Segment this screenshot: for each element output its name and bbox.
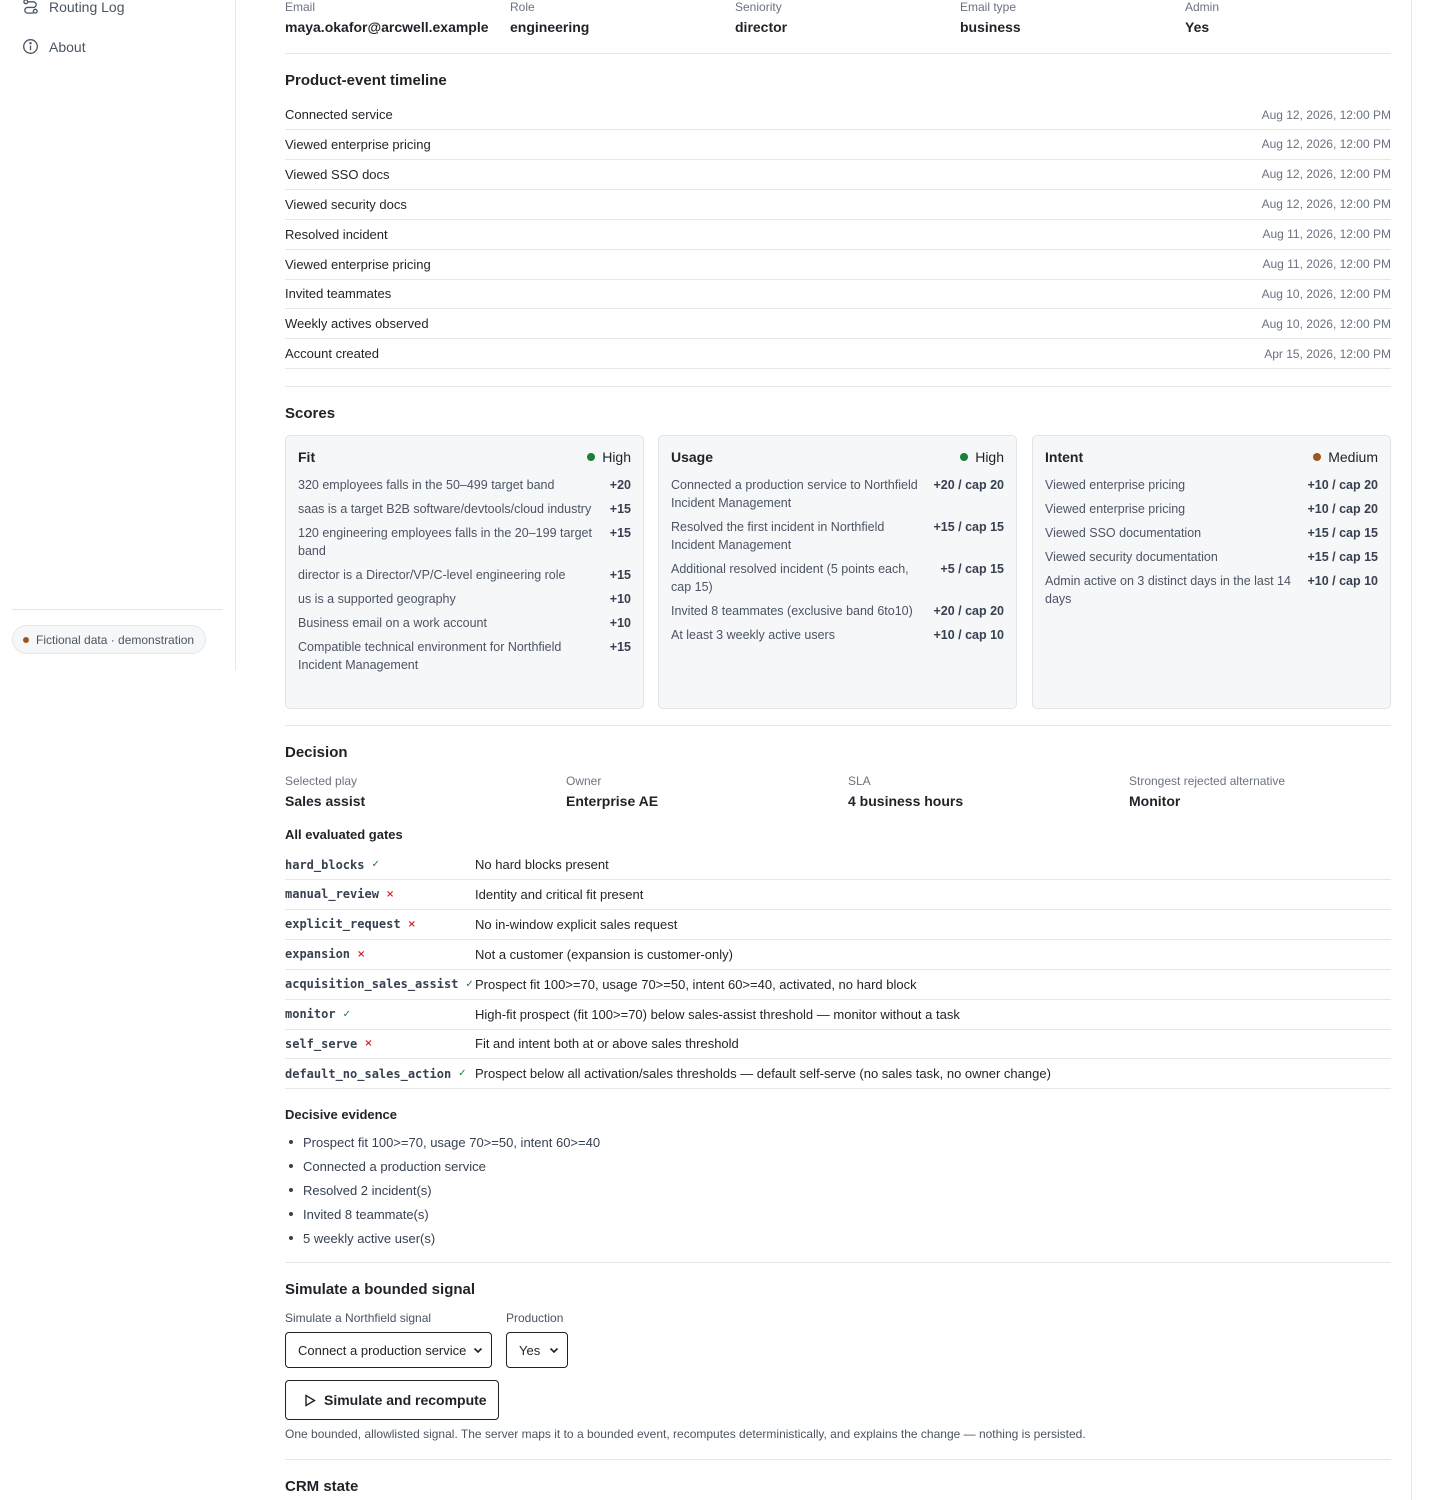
gate-row (285, 1000, 1391, 1030)
score-card-intent (1032, 435, 1391, 709)
sidebar-item-about[interactable] (22, 38, 86, 55)
seniority-label: Seniority (735, 0, 782, 14)
gate-description: Prospect fit 100>=70, usage 70>=50, intent 60>=40, activated, no hard block (475, 976, 917, 992)
evidence-item (285, 1178, 600, 1202)
score-reason: Connected a production service to Northfield Incident Management (671, 478, 918, 510)
score-points: +15 (609, 502, 631, 516)
bullet-icon (289, 1212, 293, 1216)
admin-label: Admin (1185, 0, 1220, 14)
check-icon: ✓ (371, 859, 380, 870)
score-points: +15 / cap 15 (933, 520, 1004, 534)
content-border (1411, 0, 1412, 1500)
evidence-text: Invited 8 teammate(s) (303, 1206, 429, 1222)
score-level: High (602, 448, 631, 465)
signal-select[interactable] (285, 1332, 492, 1368)
gate-id: explicit_request (285, 917, 401, 932)
section-divider (285, 53, 1391, 54)
timeline-event: Weekly actives observed (285, 316, 429, 332)
score-points: +10 / cap 10 (933, 628, 1004, 642)
score-points: +15 (609, 526, 631, 540)
timeline-event: Account created (285, 346, 379, 362)
evidence-text: Prospect fit 100>=70, usage 70>=50, intent 60>=40 (303, 1134, 601, 1150)
gate-id: acquisition_sales_assist (285, 977, 459, 992)
email-label: Email (285, 0, 316, 14)
score-line (298, 476, 631, 494)
score-reason: Viewed enterprise pricing (1045, 478, 1186, 492)
simulate-button-label: Simulate and recompute (324, 1392, 487, 1408)
timeline-row (285, 160, 1391, 190)
score-line (298, 566, 631, 584)
info-icon (22, 38, 39, 55)
score-line (298, 524, 631, 560)
score-points: +10 (609, 592, 631, 606)
cross-icon: × (357, 948, 366, 960)
timeline-timestamp: Aug 10, 2026, 12:00 PM (1261, 316, 1391, 331)
score-reason: director is a Director/VP/C-level engineering role (298, 568, 566, 582)
score-line (671, 518, 1004, 554)
evidence-item (285, 1130, 600, 1154)
timeline-event: Viewed SSO docs (285, 166, 390, 182)
score-points: +10 / cap 20 (1307, 478, 1378, 492)
score-reason: Viewed security documentation (1045, 550, 1218, 564)
score-points: +20 (609, 478, 631, 492)
score-reason: 120 engineering employees falls in the 20–199 target band (298, 526, 592, 558)
gate-name (285, 977, 475, 991)
gate-id: expansion (285, 947, 351, 962)
timeline-title: Product-event timeline (285, 72, 447, 89)
email-type-value: business (960, 19, 1021, 35)
check-icon: ✓ (465, 978, 474, 990)
sidebar-item-label: About (49, 38, 86, 55)
gate-name (285, 1067, 475, 1081)
timeline-event: Viewed security docs (285, 196, 407, 212)
bullet-icon (289, 1164, 293, 1168)
score-reason: Resolved the first incident in Northfield Incident Management (671, 520, 885, 552)
timeline-timestamp: Aug 12, 2026, 12:00 PM (1261, 107, 1391, 122)
score-reason: us is a supported geography (298, 592, 456, 606)
level-dot-icon (587, 453, 595, 461)
rejected-alternative-label: Strongest rejected alternative (1129, 774, 1286, 788)
gate-name (285, 1037, 475, 1051)
gate-name (285, 917, 475, 931)
demo-data-badge (12, 625, 206, 654)
gate-row (285, 940, 1391, 970)
timeline-row (285, 220, 1391, 250)
score-reason: Viewed enterprise pricing (1045, 502, 1186, 516)
evidence-text: 5 weekly active user(s) (303, 1230, 436, 1246)
timeline-row (285, 339, 1391, 369)
score-line (298, 638, 631, 674)
sidebar-item-routing-log[interactable] (22, 0, 125, 15)
score-line (298, 500, 631, 518)
evidence-title: Decisive evidence (285, 1107, 398, 1122)
decision-title: Decision (285, 744, 348, 761)
score-level-badge (587, 449, 631, 465)
bullet-icon (289, 1140, 293, 1144)
evidence-item (285, 1202, 600, 1226)
score-points: +5 / cap 15 (940, 562, 1004, 576)
timeline-row (285, 100, 1391, 130)
score-line (298, 590, 631, 608)
score-line (1045, 500, 1378, 518)
cross-icon: × (407, 918, 416, 930)
gate-row (285, 1029, 1391, 1059)
sla-label: SLA (848, 774, 871, 788)
cross-icon: × (385, 888, 395, 900)
gate-id: default_no_sales_action (285, 1066, 452, 1081)
email-type-label: Email type (960, 0, 1017, 14)
signal-select-value: Connect a production service (298, 1342, 467, 1358)
gate-name (285, 858, 475, 872)
score-level-badge (960, 449, 1004, 465)
score-level-badge (1313, 449, 1378, 465)
owner-value: Enterprise AE (566, 793, 659, 809)
score-card-header (1045, 448, 1378, 465)
email-value: maya.okafor@arcwell.example (285, 19, 489, 35)
simulate-note: One bounded, allowlisted signal. The server maps it to a bounded event, recomputes deterministically, and explains the change — nothing is persisted. (285, 1427, 1086, 1441)
score-level: High (975, 448, 1004, 465)
evidence-text: Resolved 2 incident(s) (303, 1182, 432, 1198)
role-label: Role (510, 0, 535, 14)
sidebar-divider (12, 609, 223, 610)
score-reason: Additional resolved incident (5 points each, cap 15) (671, 562, 909, 594)
gate-description: Fit and intent both at or above sales threshold (475, 1036, 739, 1052)
gate-row (285, 1059, 1391, 1089)
gate-description: Identity and critical fit present (475, 886, 644, 902)
section-divider (285, 1262, 1391, 1263)
chevron-down-icon (473, 1345, 483, 1355)
timeline-row (285, 279, 1391, 309)
timeline-timestamp: Aug 10, 2026, 12:00 PM (1261, 286, 1391, 301)
selected-play-label: Selected play (285, 774, 358, 788)
score-line (1045, 524, 1378, 542)
section-divider (285, 386, 1391, 387)
selected-play-value: Sales assist (285, 793, 366, 809)
timeline-event: Connected service (285, 107, 393, 122)
signal-select-label: Simulate a Northfield signal (285, 1311, 432, 1325)
gate-name (285, 887, 475, 901)
score-card-title: Fit (298, 448, 316, 465)
seniority-value: director (735, 19, 788, 35)
score-card-usage (658, 435, 1017, 709)
score-level: Medium (1328, 448, 1378, 465)
gate-description: Prospect below all activation/sales thresholds — default self-serve (no sales task, no owner change) (475, 1066, 1051, 1082)
timeline-timestamp: Aug 11, 2026, 12:00 PM (1262, 257, 1391, 271)
sidebar (0, 0, 236, 670)
timeline-timestamp: Apr 15, 2026, 12:00 PM (1264, 346, 1391, 361)
evidence-item (285, 1154, 600, 1178)
score-line (671, 602, 1004, 620)
score-line (671, 626, 1004, 644)
score-points: +10 (609, 616, 631, 630)
score-points: +15 (609, 640, 631, 654)
gate-description: High-fit prospect (fit 100>=70) below sales-assist threshold — monitor without a task (475, 1006, 960, 1022)
score-points: +15 (609, 568, 631, 582)
bullet-icon (289, 1188, 293, 1192)
sidebar-item-label: Routing Log (49, 0, 125, 15)
timeline-timestamp: Aug 12, 2026, 12:00 PM (1261, 137, 1391, 152)
check-icon: ✓ (342, 1008, 351, 1020)
gate-row (285, 910, 1391, 940)
timeline-timestamp: Aug 11, 2026, 12:00 PM (1262, 227, 1391, 242)
scores-title: Scores (285, 405, 336, 422)
status-dot-icon (23, 637, 29, 643)
timeline-event: Invited teammates (285, 286, 392, 302)
score-line (1045, 572, 1378, 608)
rejected-alternative-value: Monitor (1129, 793, 1181, 809)
bullet-icon (289, 1236, 293, 1240)
check-icon: ✓ (458, 1068, 467, 1080)
production-select-label: Production (506, 1311, 564, 1325)
admin-value: Yes (1185, 19, 1210, 35)
chevron-down-icon (549, 1345, 559, 1355)
score-points: +15 / cap 15 (1307, 526, 1378, 540)
simulate-button[interactable] (285, 1380, 499, 1420)
score-line (1045, 476, 1378, 494)
timeline-event: Resolved incident (285, 226, 388, 242)
gate-description: No hard blocks present (475, 857, 609, 872)
score-points: +15 / cap 15 (1307, 550, 1378, 564)
score-reason: Business email on a work account (298, 616, 487, 630)
score-card-fit (285, 435, 644, 709)
production-select[interactable] (506, 1332, 568, 1368)
sla-value: 4 business hours (848, 793, 964, 809)
timeline-timestamp: Aug 12, 2026, 12:00 PM (1261, 167, 1391, 182)
route-icon (22, 0, 39, 15)
evidence-item (285, 1226, 600, 1250)
score-card-header (298, 448, 631, 465)
demo-data-label: Fictional data · demonstration (36, 632, 195, 647)
score-points: +10 / cap 10 (1307, 574, 1378, 588)
simulate-title: Simulate a bounded signal (285, 1281, 476, 1298)
evidence-text: Connected a production service (303, 1158, 486, 1174)
score-line (1045, 548, 1378, 566)
timeline-event: Viewed enterprise pricing (285, 136, 431, 152)
level-dot-icon (960, 453, 968, 461)
score-reason: 320 employees falls in the 50–499 target band (298, 478, 555, 492)
evidence-list (285, 1130, 600, 1250)
gates-title: All evaluated gates (285, 827, 403, 842)
score-reason: saas is a target B2B software/devtools/cloud industry (298, 502, 592, 516)
timeline-event: Viewed enterprise pricing (285, 256, 431, 272)
gate-row (285, 880, 1391, 910)
role-value: engineering (510, 19, 590, 35)
gate-row (285, 850, 1391, 880)
score-line (671, 476, 1004, 512)
owner-label: Owner (566, 774, 602, 788)
timeline-row (285, 130, 1391, 160)
cross-icon: × (364, 1038, 373, 1050)
gate-id: manual_review (285, 887, 379, 902)
crm-title: CRM state (285, 1478, 359, 1495)
play-icon (304, 1394, 316, 1407)
score-reason: At least 3 weekly active users (671, 628, 835, 642)
score-line (298, 614, 631, 632)
gate-id: monitor (285, 1007, 336, 1021)
score-points: +20 / cap 20 (933, 604, 1004, 618)
timeline-row (285, 250, 1391, 280)
gate-row (285, 970, 1391, 1000)
score-card-header (671, 448, 1004, 465)
section-divider (285, 1459, 1391, 1460)
gate-id: hard_blocks (285, 857, 365, 872)
score-points: +20 / cap 20 (933, 478, 1004, 492)
section-divider (285, 725, 1391, 726)
gate-description: Not a customer (expansion is customer-only) (475, 946, 733, 962)
score-card-title: Intent (1045, 448, 1084, 465)
gate-name (285, 1007, 475, 1021)
gate-id: self_serve (285, 1036, 358, 1051)
score-reason: Compatible technical environment for Northfield Incident Management (298, 640, 562, 672)
level-dot-icon (1313, 453, 1321, 461)
production-select-value: Yes (519, 1342, 541, 1358)
timeline-row (285, 309, 1391, 339)
score-points: +10 / cap 20 (1307, 502, 1378, 516)
score-reason: Invited 8 teammates (exclusive band 6to10) (671, 604, 913, 618)
gate-name (285, 947, 475, 961)
score-reason: Viewed SSO documentation (1045, 526, 1202, 540)
score-line (671, 560, 1004, 596)
timeline-timestamp: Aug 12, 2026, 12:00 PM (1261, 197, 1391, 212)
gate-description: No in-window explicit sales request (475, 916, 678, 932)
score-card-title: Usage (671, 448, 714, 465)
timeline-row (285, 190, 1391, 220)
score-reason: Admin active on 3 distinct days in the last 14 days (1045, 574, 1291, 606)
